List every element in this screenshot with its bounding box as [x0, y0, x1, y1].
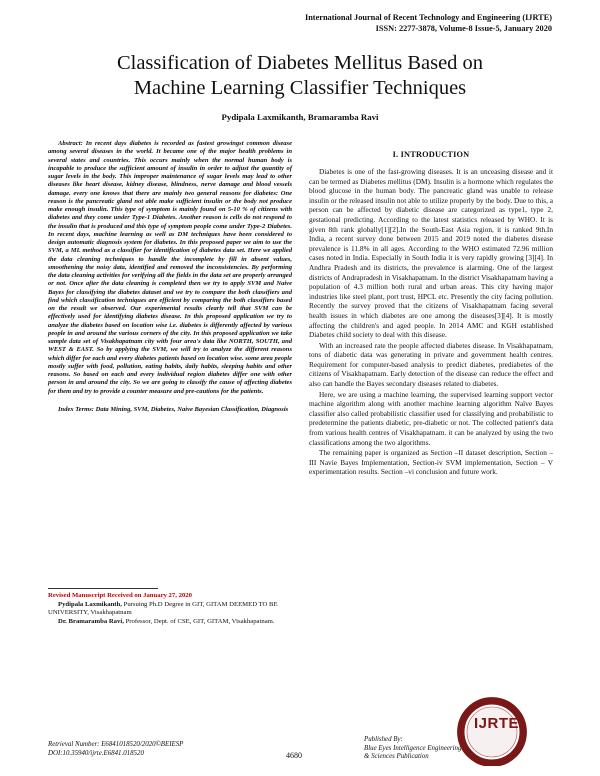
journal-name: International Journal of Recent Technology and Engineering (IJRTE): [304, 13, 552, 22]
intro-paragraph-4: The remaining paper is organized as Section –II dataset description, Section –III Navie Bayes Implementation, Section-iv SVM implementation, Section – V experimentation results. Section –vi conclusion and future work.: [309, 448, 553, 477]
abstract: [48, 140, 292, 396]
manuscript-note: [48, 592, 292, 626]
footnote-divider: [48, 588, 158, 589]
index-terms-label: Index Terms:: [58, 405, 94, 413]
publisher-line-1: Blue Eyes Intelligence Engineering: [364, 744, 462, 752]
title-line-1: Classification of Diabetes Mellitus Based on: [116, 52, 484, 74]
author-note-2: [48, 618, 292, 627]
paper-title: [0, 51, 600, 101]
author-note-2-name: Dr. Bramaramba Ravi,: [58, 617, 124, 625]
publisher-line-2: & Sciences Publication: [364, 753, 429, 761]
footer-retrieval: [48, 741, 183, 758]
doi: DOI:10.35940/ijrte.E6841.018520: [48, 749, 144, 757]
paper-authors: Pydipala Laxmikanth, Bramaramba Ravi: [221, 112, 379, 122]
author-note-1-name: Pydipala Laxmikanth,: [58, 600, 122, 608]
index-terms-text: Data Mining, SVM, Diabetes, Naive Bayesian Classification, Diagnosis: [95, 405, 289, 413]
right-column: [309, 140, 553, 478]
index-terms: [48, 406, 292, 414]
published-by: Published By:: [364, 736, 403, 743]
left-column: [48, 140, 292, 414]
author-note-1-text: Pursuing Ph.D Degree in GIT, GITAM DEEMED TO BE UNIVERSITY, Visakhapatnam: [48, 600, 278, 617]
abstract-label: Abstract:: [58, 140, 83, 147]
logo-text: IJRTE: [474, 715, 520, 732]
author-note-2-text: Professor, Dept. of CSE, GIT, GITAM, Visakhapatnam.: [125, 617, 275, 625]
section-heading-introduction: I. INTRODUCTION: [392, 150, 470, 159]
journal-header: [305, 12, 552, 34]
intro-paragraph-2: With an increased rate the people affected diabetes disease. In Visakhapatnam, tons of diabetic data was generating in private and government health centres. Requirement for computer-based analysis to predict diabetes, prediabetes of the citizens of Visakhapatnam. Early detection of the disease can reduce the effect and also can handle the Bayes secondary diseases related to diabetes.: [309, 340, 553, 389]
intro-paragraph-3: Here, we are using a machine learning, the supervised learning support vector machine algorithm along with another machine learning algorithm Naïve Bayes classifier also called probabilistic classifier used for classifying and probabilistic to predetermine the patients diabetic, pre-diabetic or not. The collected patient's data from various health centres of Visakhapatnam. it can be analyzed by using the two classifications among the two algorithms.: [309, 389, 553, 447]
abstract-text: In recent days diabetes is recorded as fastest growingst common disease among several diseases in the world. It became one of the major health problems in several states and countries. This occurs mainly when the normal human body is incapable to produce the sufficient amount of insulin in order to adjust the quantity of sugar levels in the body. This improper maintenance of sugar levels may lead to other diseases like heart disease, kidney disease, blindness, nerve damage and blood vessels damage. every one knows that there are mainly two general reasons for diabetes: One reason is the pancreatic gland not able make sufficient insulin or the body not produce make enough insulin. This type of symptom is mainly found on 5-10 % of citizens with diabetes and they come under Type-1 Diabetes. Another reason is cells do not respond to the insulin that is produced and this type of symptom people come under Type-2 Diabetes. In recent days, machine learning as well as DM techniques have been considered to design automatic diagnosis system for diabetes. In this proposed paper we aim to use the SVM, a ML method as a classifier for identification of diabetes data set. Here we applied the data cleaning techniques to handle the incomplete by fill in absent values, smoothening the noisy data, identified and removed the inconsistencies. By performing the data cleaning activities for verifying all the fields in the data set are properly arranged or not. Once after the data cleaning is completed then we try to apply SVM and Naive Bayes for classifying the diabetes dataset and we try to compare the both classifiers and find which classification techniques are efficient by comparing the both classifiers based on the result we observed. Our experimental results clearly tell that SVM can be effectively used for identifying diabetes disease. In this proposed application we try to analyze the diabetes based on location wise i.e. diabetes is differently affected by various people in and around the various corners of the city. In this proposed application we take sample data set of Visakhapatnam city with four area's data like NORTH, SOUTH, and WEST & EAST. So by applying the SVM, we will try to analyze the different reasons which differ for each and every diabetes patients based on location wise. some area people mostly suffer with food, pollution, eating habits, daily habits, sleeping habits and other reasons. So based on each and every individual region diabetes differ one with other person in and around the city. So we are going to classify the cause of affecting diabetes for them and try to provide a counter measure and pre-cautions for the patients.: [48, 140, 292, 395]
retrieval-number: Retrieval Number: E6841018520/2020©BEIESP: [48, 741, 184, 748]
revised-date: Revised Manuscript Received on January 27, 2020: [48, 592, 192, 599]
journal-issn: ISSN: 2277-3878, Volume-8 Issue-5, January 2020: [375, 24, 552, 33]
page-number: 4680: [286, 751, 302, 760]
intro-paragraph-1: Diabetes is one of the fast-growing diseases. It is an unceasing disease and it can be termed as Diabetes mellitus (DM). Insulin is a hormone which regulates the blood glucose in the human body. The pancreatic gland was unable to release insulin or the released insulin not able to utilize properly by the body. Due to this, a person can be affected by diabetic disease are categorized as type1, type 2, gestational predicting. According to the latest statistics released by WHO. It is given 8th rank globally[1][2].In the South-East Asia region, it is ranked 9th.In India, a recent survey done between 2015 and 2019 noted the diabetes disease prevalence is 11.8% in all ages. According to the WHO estimated 72.96 million cases noted in India. Especially in South India it is very rapidly growing [3][4]. In Andhra Pradesh and its districts, the prevalence is alarming. One of the largest districts of Andrapradesh in Visakhapatnam. In the district Visakhapatnam having a population of 4.3 million both rural and urban areas. This city having major industries like steel plant, port trust, HPCL etc. Presently the city facing pollution. Recently the survey proved that the citizens of Visakhapatnam facing several health issues in which diabetes are one among the diseases[3][4]. It is mostly affecting the children's and aged people. In 2014 AMC and KGH established Diabetes child society to deal with this disease.: [309, 167, 553, 340]
title-line-2: Machine Learning Classifier Techniques: [133, 77, 467, 99]
author-note-1: [48, 601, 292, 618]
